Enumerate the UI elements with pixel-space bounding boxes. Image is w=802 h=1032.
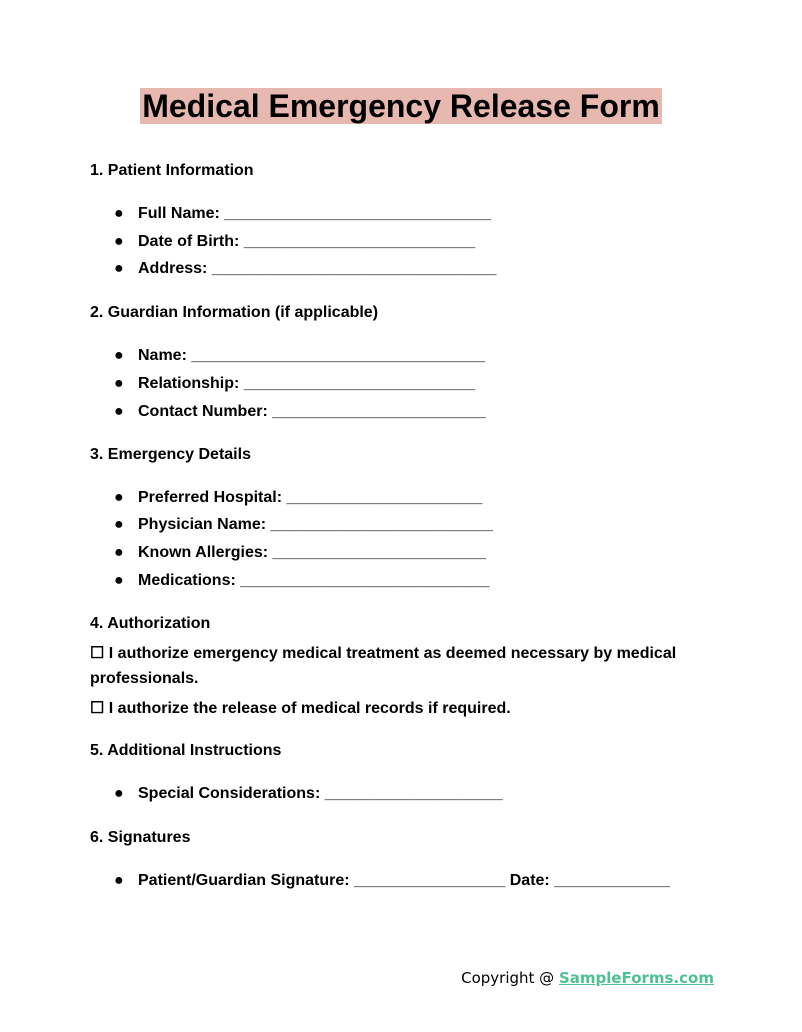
bullet: ● (114, 872, 124, 889)
bullet: ● (114, 375, 124, 392)
field-full-name[interactable]: ● Full Name: ______________________________ (114, 205, 492, 222)
field-address[interactable]: ● Address: ________________________________ (114, 260, 497, 277)
field-guardian-name[interactable]: ● Name: _________________________________ (114, 347, 485, 364)
field-preferred-hospital[interactable]: ● Preferred Hospital: ______________________ (114, 489, 483, 506)
checkbox-authorize-records[interactable]: ☐ I authorize the release of medical records if required. (90, 700, 511, 717)
brand-link[interactable]: SampleForms.com (558, 969, 714, 987)
section-heading-signatures: 6. Signatures (90, 829, 191, 846)
bullet: ● (114, 205, 124, 222)
bullet: ● (114, 233, 124, 250)
bullet: ● (114, 516, 124, 533)
section-heading-additional: 5. Additional Instructions (90, 742, 282, 759)
checkbox-authorize-treatment[interactable]: ☐ I authorize emergency medical treatment as deemed necessary by medical (90, 645, 677, 662)
field-physician-name[interactable]: ● Physician Name: _________________________ (114, 516, 493, 533)
field-special-considerations[interactable]: ● Special Considerations: ____________________ (114, 785, 503, 802)
form-title-wrap (0, 86, 802, 126)
copyright-footer (461, 969, 714, 987)
bullet: ● (114, 572, 124, 589)
field-signature-date[interactable]: ● Patient/Guardian Signature: _________________ Date: _____________ (114, 872, 670, 889)
field-contact-number[interactable]: ● Contact Number: ________________________ (114, 403, 486, 420)
field-date-of-birth[interactable]: ● Date of Birth: __________________________ (114, 233, 476, 250)
form-title: Medical Emergency Release Form (142, 88, 660, 124)
bullet: ● (114, 785, 124, 802)
section-heading-emergency: 3. Emergency Details (90, 446, 251, 463)
section-heading-guardian: 2. Guardian Information (if applicable) (90, 304, 379, 321)
bullet: ● (114, 403, 124, 420)
bullet: ● (114, 489, 124, 506)
field-known-allergies[interactable]: ● Known Allergies: ________________________ (114, 544, 487, 561)
bullet: ● (114, 260, 124, 277)
copyright-prefix: Copyright @ (461, 969, 559, 987)
section-heading-patient: 1. Patient Information (90, 162, 254, 179)
bullet: ● (114, 544, 124, 561)
field-medications[interactable]: ● Medications: ____________________________ (114, 572, 490, 589)
field-relationship[interactable]: ● Relationship: __________________________ (114, 375, 476, 392)
bullet: ● (114, 347, 124, 364)
section-heading-authorization: 4. Authorization (90, 615, 211, 632)
checkbox-authorize-treatment-cont: professionals. (90, 670, 199, 687)
